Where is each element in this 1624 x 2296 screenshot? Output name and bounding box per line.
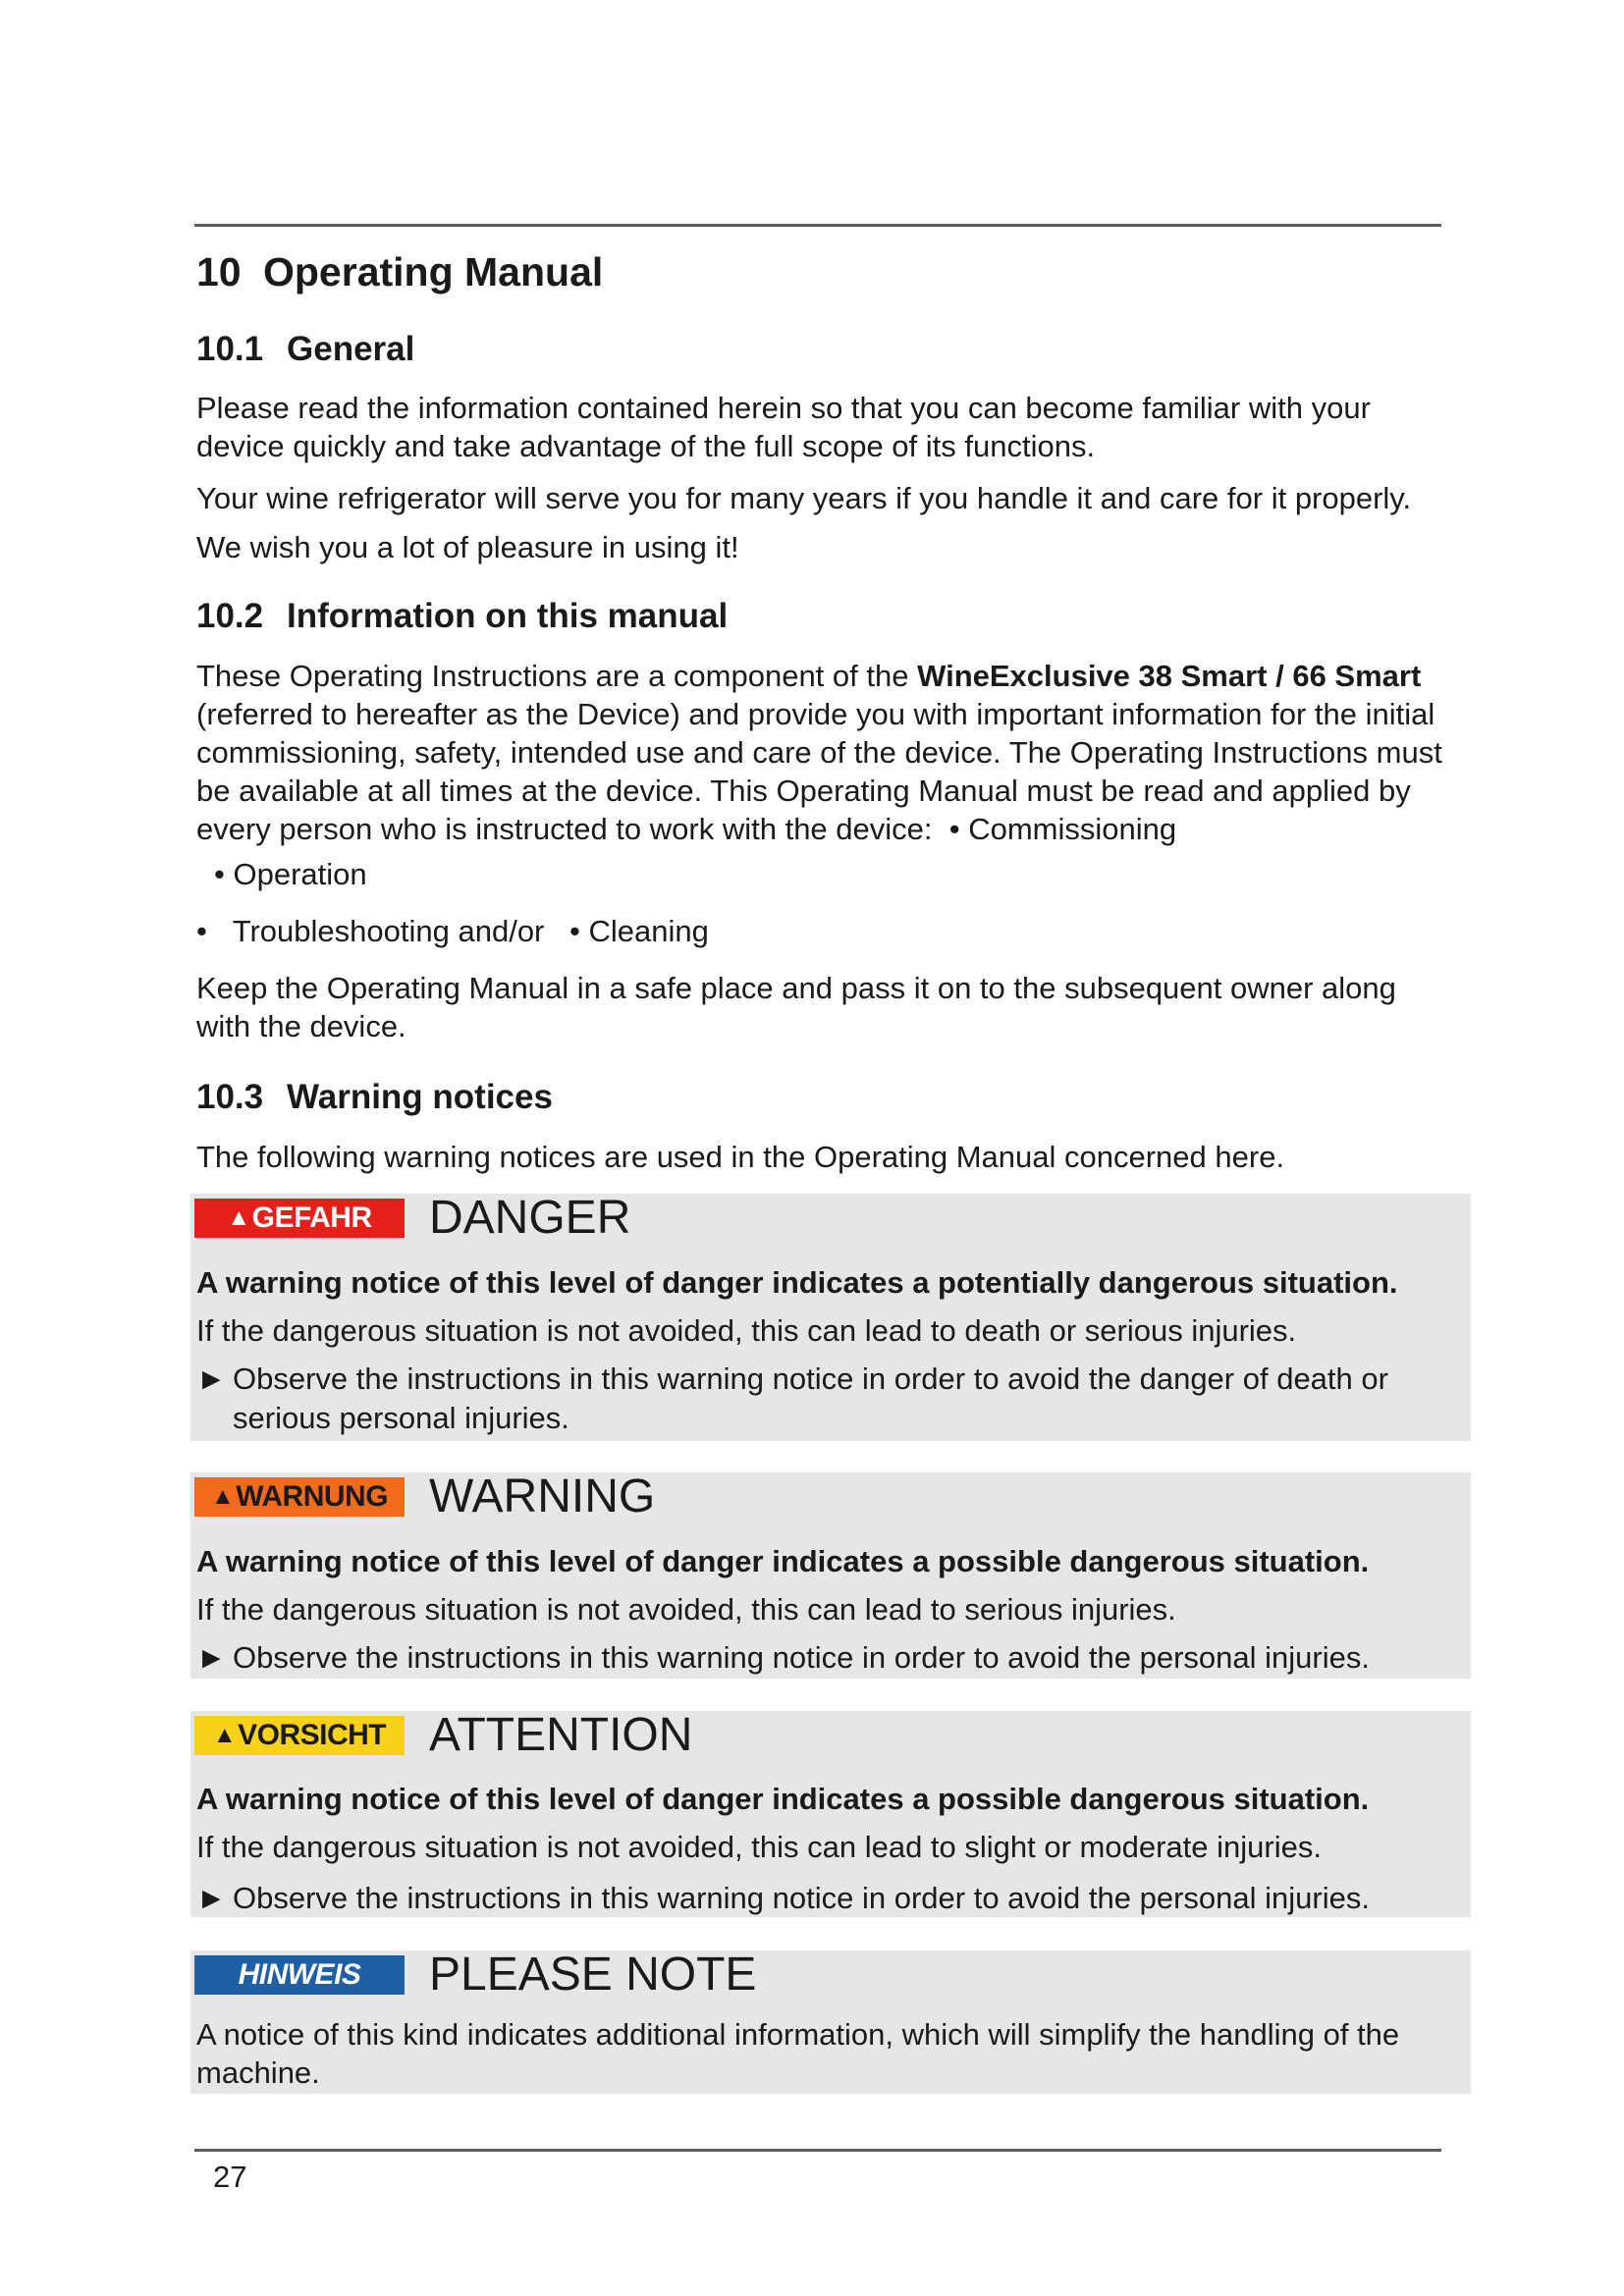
bullet-cleaning-label: Cleaning [588,914,709,948]
section-number: 10.3 [196,1078,264,1116]
section-heading-warning-notices [196,1078,553,1117]
danger-heading: A warning notice of this level of danger indicates a potentially dangerous situation. [196,1265,1398,1300]
danger-instruction [196,1360,1434,1438]
danger-badge [194,1199,405,1238]
warning-signal-word: WARNING [429,1470,656,1522]
manual-info-text-start: These Operating Instructions are a component of the [196,659,918,693]
warning-triangle-icon: ▲ [210,1483,235,1510]
product-name: WineExclusive 38 Smart / 66 Smart [917,659,1422,693]
warning-badge-label: WARNUNG [236,1480,389,1513]
warning-triangle-icon: ▲ [212,1722,237,1748]
bullet-operation [214,855,367,893]
manual-info-paragraph [196,657,1473,848]
caution-instruction-text: Observe the instructions in this warning notice in order to avoid the personal injuries. [233,1881,1370,1915]
section-number: 10.1 [196,330,264,368]
arrow-icon: ► [196,1640,227,1675]
section-title: Warning notices [287,1078,553,1116]
caution-badge-label: VORSICHT [238,1719,387,1751]
warning-heading: A warning notice of this level of danger indicates a possible dangerous situation. [196,1544,1370,1578]
chapter-title: Operating Manual [263,249,604,294]
general-paragraph-2: Your wine refrigerator will serve you for many years if you handle it and care for it properly. [196,481,1412,515]
caution-badge [194,1716,405,1755]
notice-badge: HINWEIS [194,1955,405,1995]
arrow-icon: ► [196,1362,227,1396]
caution-signal-word: ATTENTION [429,1709,693,1761]
page-number: 27 [213,2160,247,2194]
danger-badge-label: GEFAHR [251,1201,372,1234]
arrow-icon: ► [196,1881,227,1915]
bullet-operation-label: Operation [233,857,367,891]
manual-info-text-end: (referred to hereafter as the Device) and provide you with important information for the initial commissioning, safety, intended use and care of the device. The Operating Instructions must be available at all times at the device. This Operating Manual must be read and applied by every person who is instructed to work with the device: [196,697,1442,846]
section-number: 10.2 [196,597,264,635]
danger-consequence: If the dangerous situation is not avoided, this can lead to death or serious injuries. [196,1313,1297,1348]
caution-instruction [196,1879,1434,1918]
bullet-symbol: • [569,914,580,948]
notice-text: A notice of this kind indicates additional information, which will simplify the handling of the machine. [196,2017,1400,2090]
chapter-number: 10 [196,249,242,294]
inline-bullet: • Commissioning [948,812,1177,846]
danger-instruction-text: Observe the instructions in this warning notice in order to avoid the danger of death or serious personal injuries. [233,1362,1388,1435]
bullet-commissioning: Commissioning [968,812,1177,846]
section-heading-manual-info [196,597,728,636]
warning-badge [194,1477,405,1517]
caution-heading: A warning notice of this level of danger indicates a possible dangerous situation. [196,1782,1370,1816]
warning-notices-intro: The following warning notices are used in the Operating Manual concerned here. [196,1140,1285,1174]
bullet-troubleshooting-label: Troubleshooting and/or [232,914,545,948]
section-heading-general [196,330,414,369]
bullet-symbol: • [196,914,207,948]
warning-consequence: If the dangerous situation is not avoided, this can lead to serious injuries. [196,1592,1176,1627]
caution-consequence: If the dangerous situation is not avoided, this can lead to slight or moderate injuries. [196,1830,1322,1864]
bullet-troubleshooting [196,912,544,950]
chapter-heading [196,249,603,295]
bullet-cleaning [569,912,709,950]
section-title: Information on this manual [287,597,729,635]
header-rule [194,224,1441,227]
section-title: General [287,330,415,368]
general-paragraph-1: Please read the information contained herein so that you can become familiar with your device quickly and take advantage of the full scope of its functions. [196,391,1371,463]
warning-instruction-text: Observe the instructions in this warning notice in order to avoid the personal injuries. [233,1640,1370,1675]
danger-signal-word: DANGER [429,1192,631,1244]
warning-instruction [196,1638,1434,1678]
warning-triangle-icon: ▲ [227,1204,250,1231]
notice-signal-word: PLEASE NOTE [429,1949,757,2001]
footer-rule [194,2149,1441,2152]
keep-manual-paragraph: Keep the Operating Manual in a safe place and pass it on to the subsequent owner along with the device. [196,971,1396,1043]
bullet-symbol: • [214,857,225,891]
general-paragraph-3: We wish you a lot of pleasure in using it! [196,530,739,564]
